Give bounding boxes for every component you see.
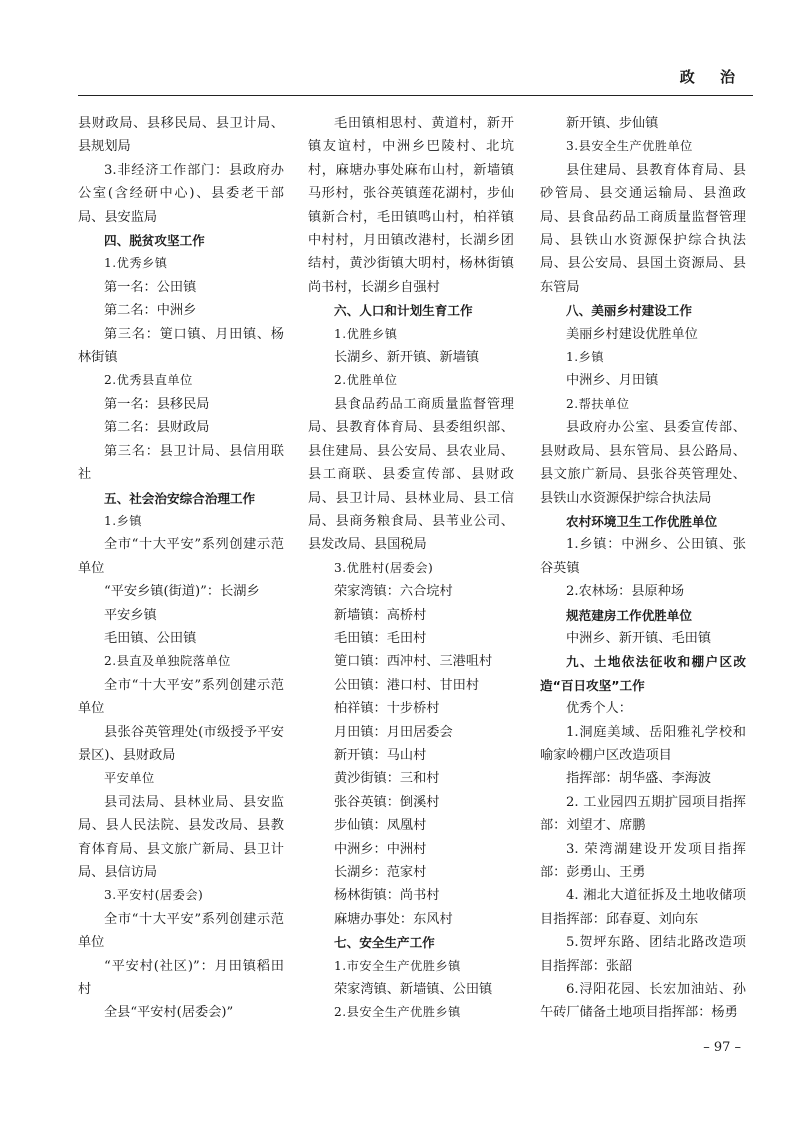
paragraph: 3.非经济工作部门：县政府办公室(含经研中心)、县委老干部局、县安监局 (78, 162, 284, 225)
paragraph: 2.农林场：县原种场 (566, 584, 685, 600)
paragraph: 张谷英镇：倒溪村 (334, 794, 440, 810)
paragraph: 麻塘办事处：东风村 (334, 911, 453, 927)
paragraph: 县食品药品工商质量监督管理局、县教育体育局、县委组织部、县住建局、县公安局、县农业局、县工商联、县委宣传部、县财政局、县卫计局、县林业局、县工信局、县商务粮食局、县苇业公司、县发改局、县国税局 (308, 396, 514, 553)
subheading: 1.乡镇 (104, 513, 143, 528)
paragraph: 县财政局、县移民局、县卫计局、县规划局 (78, 116, 284, 155)
subheading: 2.优秀县直单位 (104, 373, 193, 388)
paragraph: 中洲乡、月田镇 (566, 373, 659, 389)
paragraph: 县张谷英管理处(市级授予平安景区)、县财政局 (78, 724, 284, 763)
paragraph: 4. 湘北大道征拆及土地收储项目指挥部：邱春夏、刘向东 (540, 888, 746, 927)
section-heading: 九、土地依法征收和棚户区改造“百日攻坚”工作 (540, 654, 746, 693)
subheading: 1.优秀乡镇 (104, 256, 168, 271)
paragraph: 毛田镇、公田镇 (104, 630, 197, 646)
subheading: 3.县安全生产优胜单位 (566, 139, 693, 154)
subheading: 1.优胜乡镇 (334, 326, 398, 341)
paragraph: 6.浔阳花园、长宏加油站、孙午砖厂储备土地项目指挥部：杨勇 (540, 982, 746, 1021)
paragraph: 县司法局、县林业局、县安监局、县人民法院、县发改局、县教育体育局、县文旅广新局、县卫计局、县信访局 (78, 794, 284, 880)
paragraph: 中洲乡：中洲村 (334, 841, 427, 857)
paragraph: 毛田镇相思村、黄道村，新开镇友谊村，中洲乡巴陵村、北坑村，麻塘办事处麻布山村，新墙镇马形村，张谷英镇莲花湖村，步仙镇新合村，毛田镇鸣山村，柏祥镇中村村，月田镇改港村，长湖乡团结村，黄沙街镇大明村，杨林街镇尚书村，长湖乡自强村 (308, 116, 514, 295)
paragraph: 毛田镇：毛田村 (334, 630, 427, 646)
paragraph: 新开镇：马山村 (334, 747, 427, 763)
section-heading: 规范建房工作优胜单位 (566, 607, 692, 623)
text-column-2 (308, 112, 514, 1025)
paragraph: 第二名：中洲乡 (104, 303, 197, 319)
paragraph: 3. 荣湾湖建设开发项目指挥部：彭勇山、王勇 (540, 841, 746, 880)
paragraph: 第三名：县卫计局、县信用联社 (78, 443, 284, 483)
paragraph: 1.乡镇：中洲乡、公田镇、张谷英镇 (540, 537, 746, 576)
paragraph: 公田镇：港口村、甘田村 (334, 677, 480, 693)
paragraph: 步仙镇：凤凰村 (334, 818, 427, 834)
subheading: 2.县直及单独院落单位 (104, 654, 231, 669)
paragraph: 新墙镇：高桥村 (334, 607, 427, 623)
paragraph: 5.贺坪东路、团结北路改造项目指挥部：张韶 (540, 935, 746, 974)
header-rule (78, 95, 753, 96)
section-heading: 五、社会治安综合治理工作 (104, 490, 256, 506)
subheading: 2.县安全生产优胜乡镇 (334, 1005, 461, 1020)
text-column-1 (78, 112, 284, 1025)
section-heading: 六、人口和计划生育工作 (334, 303, 473, 319)
text-column-3 (540, 112, 746, 1025)
section-heading: 四、脱贫攻坚工作 (104, 233, 205, 249)
paragraph: 全县“平安村(居委会)” (104, 1005, 234, 1021)
subheading: 1.市安全生产优胜乡镇 (334, 958, 461, 973)
subheading: 2.优胜单位 (334, 373, 398, 388)
paragraph: 平安乡镇 (104, 607, 157, 623)
section-heading: 农村环境卫生工作优胜单位 (566, 513, 718, 529)
paragraph: 柏祥镇：十步桥村 (334, 701, 440, 717)
subheading: 2.帮扶单位 (566, 396, 630, 411)
subheading: 平安单位 (104, 771, 155, 786)
paragraph: 指挥部：胡华盛、李海波 (566, 771, 712, 787)
subheading: 3.优胜村(居委会) (334, 560, 434, 575)
paragraph: 县政府办公室、县委宣传部、县财政局、县东管局、县公路局、县文旅广新局、县张谷英管理处、县铁山水资源保护综合执法局 (540, 420, 746, 506)
paragraph: 荣家湾镇、新墙镇、公田镇 (334, 982, 493, 998)
paragraph: 第三名：筻口镇、月田镇、杨林街镇 (78, 326, 284, 366)
paragraph: 新开镇、步仙镇 (566, 116, 659, 131)
paragraph: 县住建局、县教育体育局、县砂管局、县交通运输局、县渔政局、县食品药品工商质量监督管理局、县铁山水资源保护综合执法局、县公安局、县国土资源局、县东管局 (540, 162, 746, 295)
paragraph: 第一名：县移民局 (104, 396, 210, 412)
subheading: 1.乡镇 (566, 350, 605, 365)
paragraph: 优秀个人： (566, 701, 632, 717)
paragraph: 第二名：县财政局 (104, 420, 210, 436)
page-header-title: 政 治 (679, 68, 745, 86)
section-heading: 八、美丽乡村建设工作 (566, 303, 692, 319)
paragraph: 2. 工业园四五期扩园项目指挥部：刘望才、席鹏 (540, 794, 746, 834)
subheading: 3.平安村(居委会) (104, 888, 204, 903)
paragraph: 黄沙街镇：三和村 (334, 771, 440, 787)
paragraph: 第一名：公田镇 (104, 279, 197, 295)
paragraph: 1.洞庭美域、岳阳雅礼学校和喻家岭棚户区改造项目 (540, 724, 746, 763)
page-number: – 97 – (703, 1040, 741, 1055)
paragraph: 全市“十大平安”系列创建示范单位 (78, 911, 284, 951)
paragraph: 长湖乡、新开镇、新墙镇 (334, 350, 480, 366)
paragraph: 月田镇：月田居委会 (334, 724, 453, 740)
paragraph: 中洲乡、新开镇、毛田镇 (566, 630, 712, 646)
paragraph: 全市“十大平安”系列创建示范单位 (78, 677, 284, 717)
paragraph: 荣家湾镇：六合垸村 (334, 584, 453, 600)
paragraph: 筻口镇：西冲村、三港咀村 (334, 654, 493, 670)
paragraph: 长湖乡：范家村 (334, 865, 427, 880)
paragraph: 杨林街镇：尚书村 (334, 888, 440, 904)
section-heading: 七、安全生产工作 (334, 935, 435, 951)
paragraph: 全市“十大平安”系列创建示范单位 (78, 537, 284, 576)
paragraph: “平安乡镇(街道)”：长湖乡 (104, 584, 260, 600)
paragraph: 美丽乡村建设优胜单位 (566, 326, 698, 342)
paragraph: “平安村(社区)”：月田镇稻田村 (78, 958, 284, 998)
